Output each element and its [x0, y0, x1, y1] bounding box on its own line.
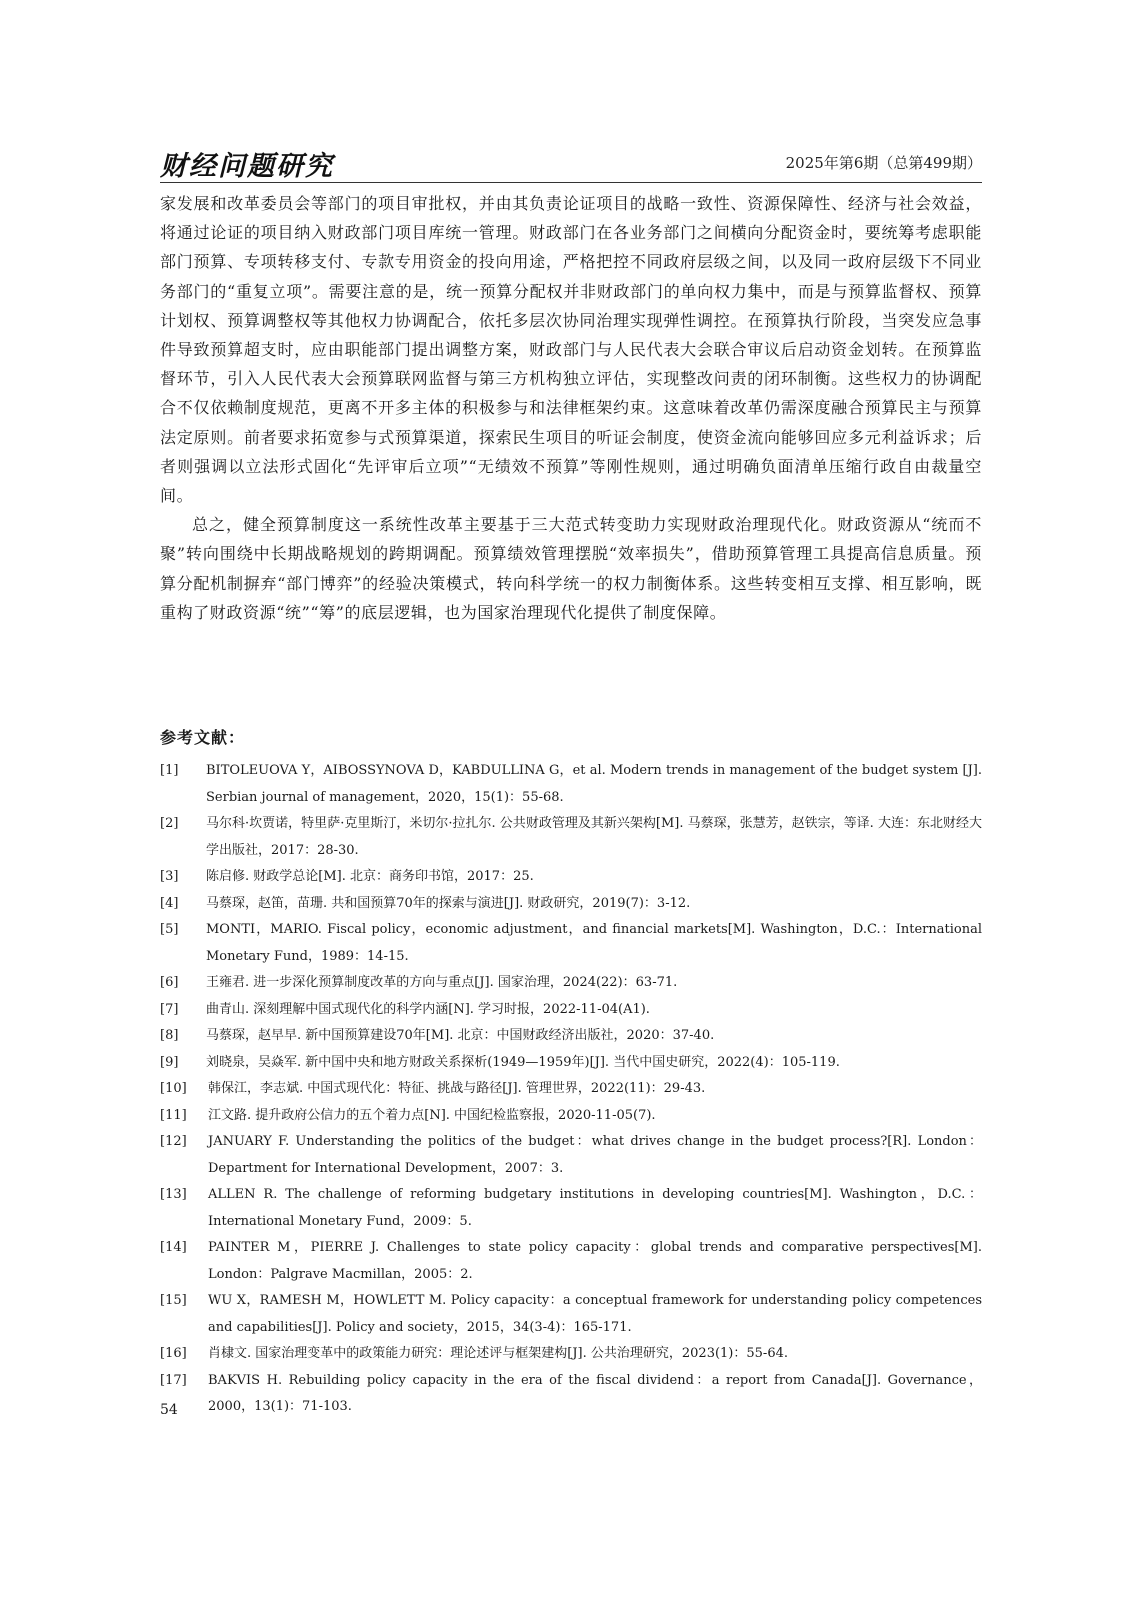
- reference-number: [13]: [160, 1187, 187, 1202]
- page-header: [160, 144, 982, 180]
- reference-number: [8]: [160, 1028, 179, 1043]
- issue-info: 2025年第6期（总第499期）: [785, 154, 982, 172]
- reference-text: 曲青山. 深刻理解中国式现代化的科学内涵[N]. 学习时报，2022-11-04(A1).: [206, 1001, 650, 1017]
- reference-text: 肖棣文. 国家治理变革中的政策能力研究：理论述评与框架建构[J]. 公共治理研究，2023(1)：55-64.: [208, 1346, 788, 1361]
- reference-text: BITOLEUOVA Y，AIBOSSYNOVA D，KABDULLINA G，et al. Modern trends in management of the budget system [J]. Serbian journal of management，2020，15(1)：55-68.: [206, 763, 982, 805]
- reference-number: [10]: [160, 1081, 187, 1096]
- reference-item: [160, 758, 982, 811]
- reference-number: [16]: [160, 1346, 187, 1361]
- reference-number: [1]: [160, 763, 179, 778]
- body-paragraph-1: 家发展和改革委员会等部门的项目审批权，并由其负责论证项目的战略一致性、资源保障性、经济与社会效益，将通过论证的项目纳入财政部门项目库统一管理。财政部门在各业务部门之间横向分配资金时，要统筹考虑职能部门预算、专项转移支付、专款专用资金的投向用途，严格把控不同政府层级之间，以及同一政府层级下不同业务部门的“重复立项”。需要注意的是，统一预算分配权并非财政部门的单向权力集中，而是与预算监督权、预算计划权、预算调整权等其他权力协调配合，依托多层次协同治理实现弹性调控。在预算执行阶段，当突发应急事件导致预算超支时，应由职能部门提出调整方案，财政部门与人民代表大会联合审议后启动资金划转。在预算监督环节，引入人民代表大会预算联网监督与第三方机构独立评估，实现整改问责的闭环制衡。这些权力的协调配合不仅依赖制度规范，更离不开多主体的积极参与和法律框架约束。这意味着改革仍需深度融合预算民主与预算法定原则。前者要求拓宽参与式预算渠道，探索民生项目的听证会制度，使资金流向能够回应多元利益诉求；后者则强调以立法形式固化“先评审后立项”“无绩效不预算”等刚性规则，通过明确负面清单压缩行政自由裁量空间。: [160, 194, 982, 506]
- reference-text: BAKVIS H. Rebuilding policy capacity in the era of the fiscal dividend：a report from Canada[J]. Governance，2000，13(1)：71-103.: [208, 1372, 982, 1414]
- page-number: 54: [160, 1402, 178, 1418]
- reference-text: 马蔡琛，赵早早. 新中国预算建设70年[M]. 北京：中国财政经济出版社，2020：37-40.: [206, 1028, 715, 1043]
- reference-text: 陈启修. 财政学总论[M]. 北京：商务印书馆，2017：25.: [206, 869, 534, 884]
- reference-number: [11]: [160, 1107, 187, 1123]
- reference-item: [160, 891, 982, 918]
- reference-number: [5]: [160, 922, 179, 937]
- journal-title-logo: 财经问题研究: [160, 151, 334, 182]
- header-rule: [160, 182, 982, 183]
- reference-item: [160, 1288, 982, 1341]
- reference-item: [160, 917, 982, 970]
- reference-item: [160, 1023, 982, 1050]
- reference-item: [160, 1368, 982, 1421]
- reference-number: [9]: [160, 1054, 179, 1070]
- reference-number: [4]: [160, 895, 179, 911]
- references-heading: 参考文献：: [160, 728, 246, 747]
- reference-item: [160, 1050, 982, 1077]
- reference-number: [7]: [160, 1001, 179, 1017]
- reference-item: [160, 864, 982, 891]
- reference-number: [17]: [160, 1372, 187, 1388]
- body-paragraph-2: 总之，健全预算制度这一系统性改革主要基于三大范式转变助力实现财政治理现代化。财政资源从“统而不聚”转向围绕中长期战略规划的跨期调配。预算绩效管理摆脱“效率损失”，借助预算管理工具提高信息质量。预算分配机制摒弃“部门博弈”的经验决策模式，转向科学统一的权力制衡体系。这些转变相互支撑、相互影响，既重构了财政资源“统”“筹”的底层逻辑，也为国家治理现代化提供了制度保障。: [160, 515, 982, 622]
- reference-item: [160, 970, 982, 997]
- reference-text: JANUARY F. Understanding the politics of the budget：what drives change in the budget process?[R]. London：Department for International Development，2007：3.: [208, 1134, 982, 1176]
- reference-text: 马尔科·坎贾诺，特里萨·克里斯汀，米切尔·拉扎尔. 公共财政管理及其新兴架构[M]. 马蔡琛，张慧芳，赵铁宗，等译. 大连：东北财经大学出版社，2017：28-30.: [206, 816, 982, 858]
- reference-item: [160, 1235, 982, 1288]
- reference-item: [160, 997, 982, 1024]
- reference-item: [160, 1103, 982, 1130]
- reference-item: [160, 1129, 982, 1182]
- body-text: [160, 189, 982, 627]
- reference-text: MONTI，MARIO. Fiscal policy，economic adjustment，and financial markets[M]. Washington，D.C.：International Monetary Fund，1989：14-15.: [206, 922, 982, 964]
- reference-item: [160, 811, 982, 864]
- references-list: [160, 758, 982, 1421]
- reference-item: [160, 1182, 982, 1235]
- reference-text: 韩保江，李志斌. 中国式现代化：特征、挑战与路径[J]. 管理世界，2022(11)：29-43.: [208, 1081, 706, 1096]
- reference-text: PAINTER M，PIERRE J. Challenges to state policy capacity：global trends and comparative perspectives[M]. London：Palgrave Macmillan，2005：2.: [208, 1240, 982, 1282]
- reference-text: 马蔡琛，赵笛，苗珊. 共和国预算70年的探索与演进[J]. 财政研究，2019(7)：3-12.: [206, 895, 691, 911]
- reference-text: 王雍君. 进一步深化预算制度改革的方向与重点[J]. 国家治理，2024(22)：63-71.: [206, 975, 678, 990]
- reference-number: [3]: [160, 869, 179, 884]
- reference-number: [14]: [160, 1240, 187, 1255]
- reference-text: WU X，RAMESH M，HOWLETT M. Policy capacity：a conceptual framework for understanding policy competences and capabilities[J]. Policy and society，2015，34(3-4)：165-171.: [208, 1293, 982, 1335]
- reference-item: [160, 1076, 982, 1103]
- reference-item: [160, 1341, 982, 1368]
- reference-number: [6]: [160, 975, 179, 990]
- reference-text: 江文路. 提升政府公信力的五个着力点[N]. 中国纪检监察报，2020-11-05(7).: [208, 1107, 656, 1123]
- reference-number: [12]: [160, 1134, 187, 1149]
- reference-number: [15]: [160, 1293, 187, 1308]
- reference-text: 刘晓泉，吴焱军. 新中国中央和地方财政关系探析(1949—1959年)[J]. 当代中国史研究，2022(4)：105-119.: [206, 1054, 840, 1070]
- reference-text: ALLEN R. The challenge of reforming budgetary institutions in developing countries[M]. Washington，D.C.：International Monetary Fund，2009：5.: [208, 1187, 982, 1229]
- reference-number: [2]: [160, 816, 179, 831]
